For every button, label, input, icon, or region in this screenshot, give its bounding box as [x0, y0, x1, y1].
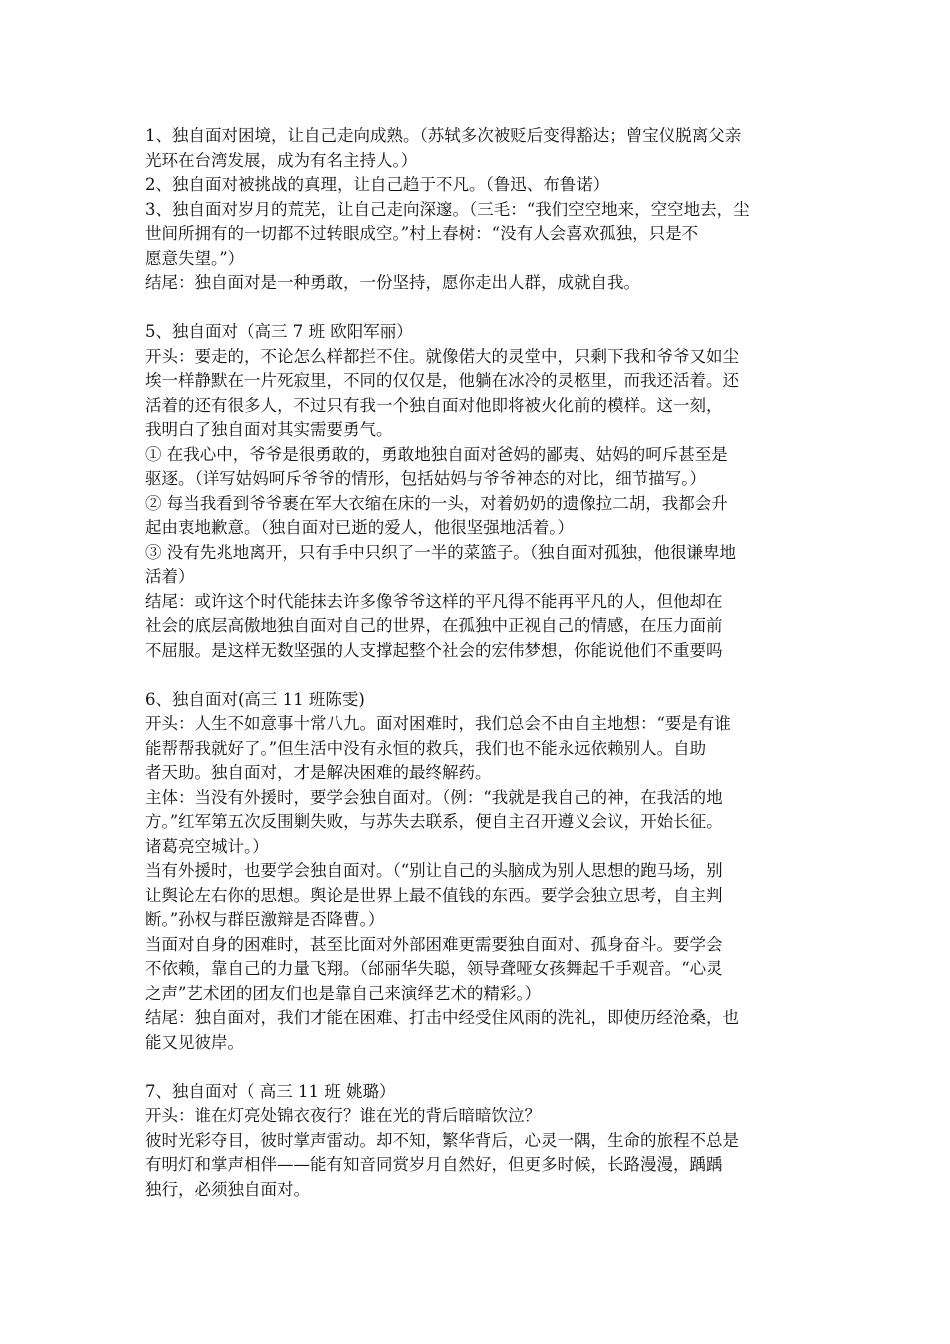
text-line: 3、独自面对岁月的荒芜，让自己走向深邃。（三毛：“我们空空地来，空空地去，尘: [145, 199, 750, 219]
text-line: 世间所拥有的一切都不过转眼成空。”村上春树：“没有人会喜欢孤独，只是不: [145, 224, 699, 243]
text-line: 我明白了独自面对其实需要勇气。: [145, 420, 393, 439]
text-line: 愿意失望。”）: [145, 248, 245, 268]
text-line: 1、独自面对困境，让自己走向成熟。（苏轼多次被贬后变得豁达；曾宝仪脱离父亲: [145, 126, 742, 145]
document-body: [145, 124, 813, 1202]
text-line: ③ 没有先兆地离开，只有手中只织了一半的菜篮子。（独自面对孤独，他很谦卑地: [145, 542, 736, 562]
text-line: 能又见彼岸。: [145, 1032, 244, 1052]
text-line: 活着）: [145, 567, 195, 586]
paragraph-gap: [145, 1055, 813, 1080]
text-line: 当有外援时，也要学会独自面对。（“别让自己的头脑成为别人思想的跑马场，别: [145, 861, 723, 880]
text-line: 活着的还有很多人，不过只有我一个独自面对他即将被火化前的模样。这一刻，: [145, 395, 723, 415]
text-line: 彼时光彩夺目，彼时掌声雷动。却不知，繁华背后，心灵一隅，生命的旅程不总是: [145, 1130, 739, 1150]
text-line: 光环在台湾发展，成为有名主持人。）: [145, 150, 418, 170]
text-line: 社会的底层高傲地独自面对自己的世界，在孤独中正视自己的情感，在压力面前: [145, 616, 723, 635]
text-line: 2、独自面对被挑战的真理，让自己趋于不凡。（鲁迅、布鲁诺）: [145, 175, 610, 194]
text-line: 不依赖，靠自己的力量飞翔。（邰丽华失聪，领导聋哑女孩舞起千手观音。“心灵: [145, 959, 723, 978]
text-line: 者天助。独自面对，才是解决困难的最终解药。: [145, 763, 492, 782]
text-line: 驱逐。（详写姑妈呵斥爷爷的情形，包括姑妈与爷爷神态的对比，细节描写。）: [145, 469, 706, 488]
text-line: 让舆论左右你的思想。舆论是世界上最不值钱的东西。要学会独立思考，自主判: [145, 885, 723, 905]
text-line: ① 在我心中，爷爷是很勇敢的，勇敢地独自面对爸妈的鄙夷、姑妈的呵斥甚至是: [145, 444, 728, 464]
text-line: 结尾：独自面对，我们才能在困难、打击中经受住风雨的洗礼，即使历经沧桑，也: [145, 1008, 739, 1027]
text-line: 开头：谁在灯亮处锦衣夜行？谁在光的背后暗暗饮泣？: [145, 1106, 541, 1125]
text-line: 诸葛亮空城计。）: [145, 836, 269, 856]
text-line: ② 每当我看到爷爷裹在军大衣缩在床的一头，对着奶奶的遗像拉二胡，我都会升: [145, 493, 728, 513]
paragraph-gap: [145, 296, 813, 321]
text-line: 能帮帮我就好了。”但生活中没有永恒的救兵，我们也不能永远依赖别人。自助: [145, 738, 707, 758]
text-line: 方。”红军第五次反围剿失败，与苏失去联系，便自主召开遵义会议，开始长征。: [145, 812, 723, 831]
text-line: 有明灯和掌声相伴——能有知音同赏岁月自然好，但更多时候，长路漫漫，踽踽: [145, 1155, 723, 1174]
text-line: 之声”艺术团的团友们也是靠自己来演绎艺术的精彩。）: [145, 983, 542, 1003]
text-line: 结尾：或许这个时代能抹去许多像爷爷这样的平凡得不能再平凡的人，但他却在: [145, 591, 723, 611]
text-line: 埃一样静默在一片死寂里，不同的仅仅是，他躺在冰冷的灵柩里，而我还活着。还: [145, 371, 739, 390]
text-line: 主体：当没有外援时，要学会独自面对。（例：“我就是我自己的神，在我活的地: [145, 787, 723, 807]
text-line: 结尾：独自面对是一种勇敢，一份坚持，愿你走出人群，成就自我。: [145, 273, 640, 292]
text-line: 7、独自面对（ 高三 11 班 姚璐）: [145, 1081, 396, 1101]
text-line: 起由衷地歉意。（独自面对已逝的爱人，他很坚强地活着。）: [145, 518, 574, 537]
text-line: 开头：人生不如意事十常八九。面对困难时，我们总会不由自主地想：“要是有谁: [145, 714, 731, 733]
text-line: 5、独自面对（高三 7 班 欧阳军丽）: [145, 322, 413, 341]
paragraph-gap: [145, 663, 813, 688]
text-line: 独行，必须独自面对。: [145, 1179, 310, 1199]
text-line: 开头：要走的，不论怎么样都拦不住。就像偌大的灵堂中，只剩下我和爷爷又如尘: [145, 346, 739, 366]
text-line: 不屈服。是这样无数坚强的人支撑起整个社会的宏伟梦想，你能说他们不重要吗: [145, 640, 723, 660]
text-line: 6、独自面对(高三 11 班陈雯): [145, 689, 365, 709]
text-line: 当面对自身的困难时，甚至比面对外部困难更需要独自面对、孤身奋斗。要学会: [145, 934, 723, 954]
text-line: 断。”孙权与群臣激辩是否降曹。）: [145, 910, 385, 929]
